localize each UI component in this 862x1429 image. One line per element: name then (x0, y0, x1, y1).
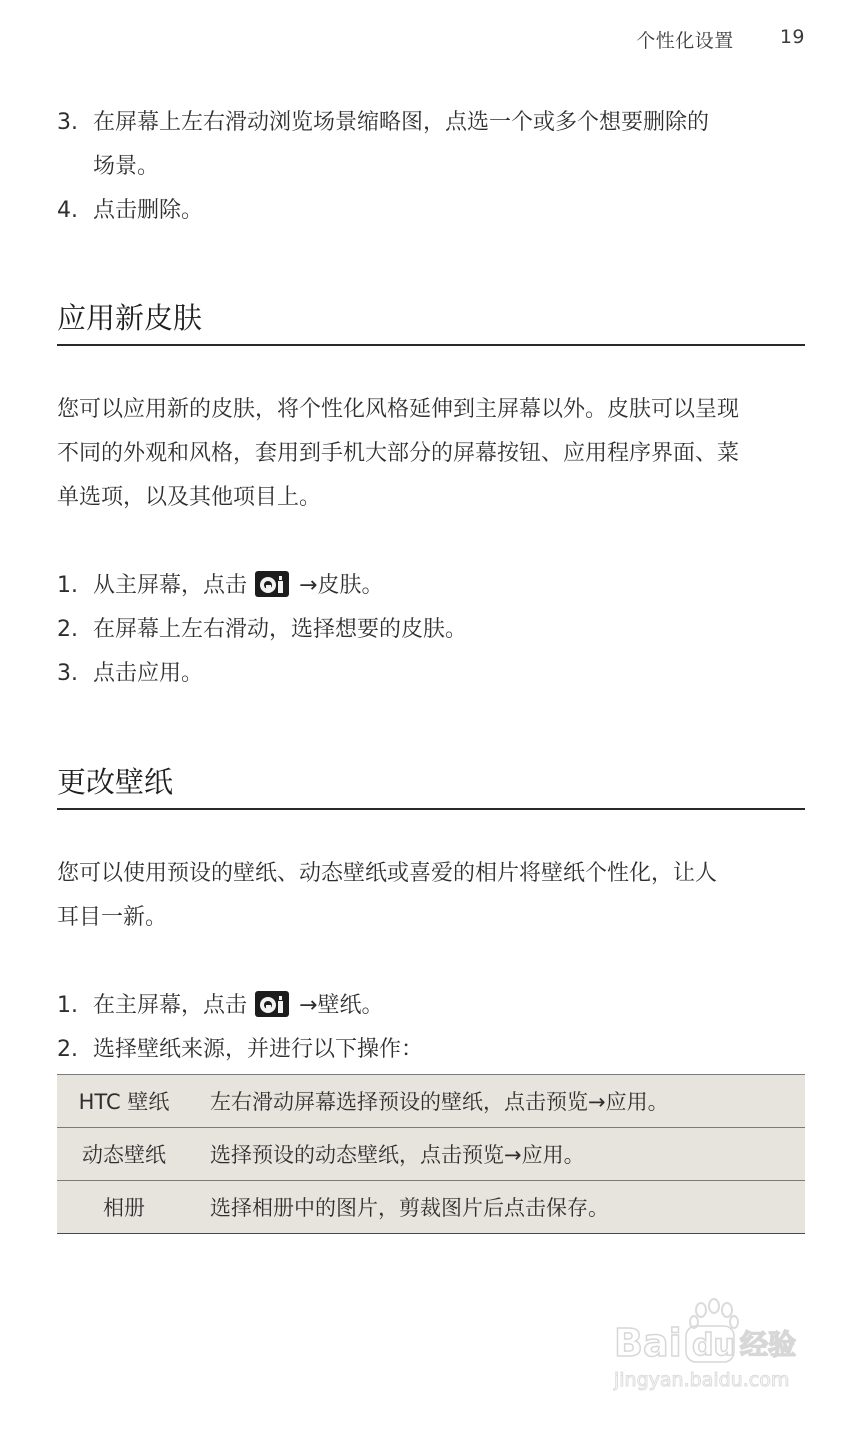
svg-text:经验: 经验 (740, 1328, 797, 1361)
step-text: 点击删除。 (93, 198, 204, 223)
page-number: 19 (779, 26, 805, 48)
paragraph-line: 您可以使用预设的壁纸、动态壁纸或喜爱的相片将壁纸个性化，让人 (57, 861, 718, 886)
step-item (57, 108, 709, 138)
table-cell-source: 相册 (57, 1181, 191, 1234)
table-cell-action: 选择预设的动态壁纸，点击预览→应用。 (191, 1128, 805, 1181)
step-text: 点击应用。 (93, 661, 204, 686)
step-text: 选择壁纸来源，并进行以下操作： (93, 1037, 424, 1062)
step-number: 1. (57, 573, 78, 598)
table-cell-source: HTC 壁纸 (57, 1075, 191, 1128)
step-text-suffix: →壁纸。 (299, 993, 384, 1018)
step-text: 从主屏幕，点击 (93, 573, 248, 598)
step-item (57, 659, 203, 689)
step-text: 在主屏幕，点击 (93, 993, 248, 1018)
table-cell-source: 动态壁纸 (57, 1128, 191, 1181)
baidu-watermark-logo (608, 1296, 818, 1396)
step-continuation: 场景。 (93, 154, 160, 179)
paragraph-line: 不同的外观和风格，套用到手机大部分的屏幕按钮、应用程序界面、菜 (57, 441, 740, 466)
svg-text:du: du (692, 1328, 735, 1363)
step-item (57, 615, 467, 645)
step-text-suffix: →皮肤。 (299, 573, 384, 598)
svg-text:jingyan.baidu.com: jingyan.baidu.com (614, 1369, 790, 1391)
table-cell-action: 左右滑动屏幕选择预设的壁纸，点击预览→应用。 (191, 1075, 805, 1128)
table-cell-action: 选择相册中的图片，剪裁图片后点击保存。 (191, 1181, 805, 1234)
svg-text:Bai: Bai (614, 1321, 682, 1365)
step-item (57, 571, 383, 601)
step-number: 2. (57, 617, 78, 642)
personalize-icon (255, 991, 289, 1017)
section-title-skin: 应用新皮肤 (57, 298, 805, 346)
step-number: 3. (57, 110, 78, 135)
paragraph-line: 您可以应用新的皮肤，将个性化风格延伸到主屏幕以外。皮肤可以呈现 (57, 397, 740, 422)
table-row (57, 1075, 805, 1128)
step-text: 在屏幕上左右滑动，选择想要的皮肤。 (93, 617, 468, 642)
personalize-icon (255, 571, 289, 597)
paragraph-line: 耳目一新。 (57, 905, 168, 930)
section-title-wallpaper: 更改壁纸 (57, 762, 805, 810)
step-item (57, 1035, 423, 1065)
wallpaper-source-table (57, 1074, 805, 1234)
table-row (57, 1181, 805, 1234)
step-number: 4. (57, 198, 78, 223)
step-item (57, 991, 383, 1021)
header-section-title: 个性化设置 (636, 30, 734, 52)
step-text: 在屏幕上左右滑动浏览场景缩略图，点选一个或多个想要删除的 (93, 110, 710, 135)
table-row (57, 1128, 805, 1181)
step-item (57, 196, 203, 226)
step-number: 3. (57, 661, 78, 686)
page-header (636, 26, 805, 53)
step-number: 1. (57, 993, 78, 1018)
step-number: 2. (57, 1037, 78, 1062)
paragraph-line: 单选项，以及其他项目上。 (57, 485, 322, 510)
